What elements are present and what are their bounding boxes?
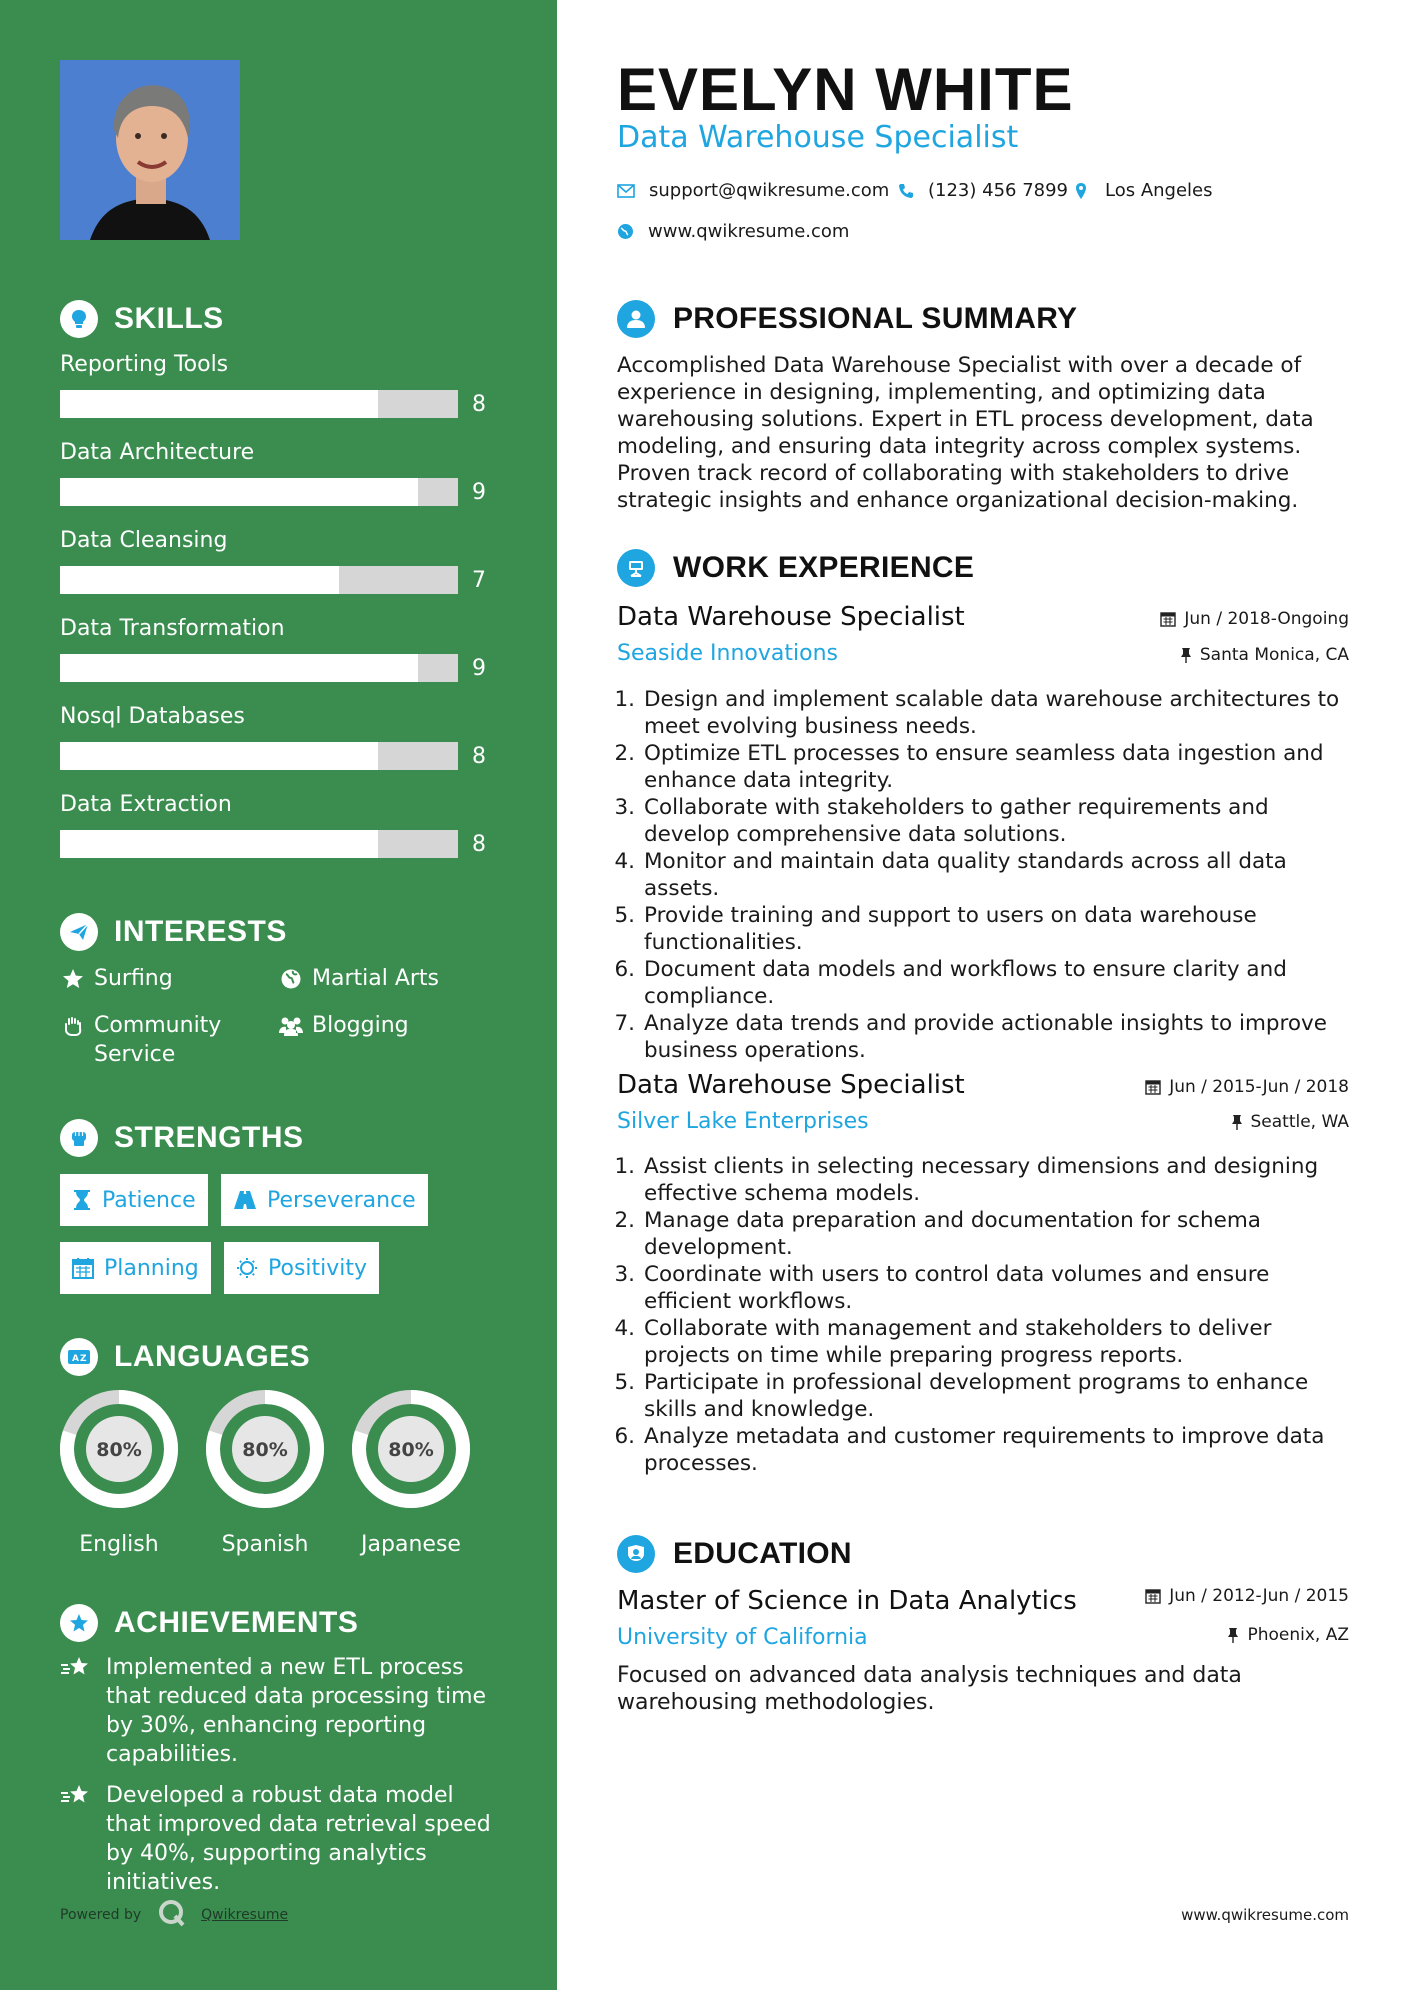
skill-score: 7	[472, 568, 486, 593]
skill-item	[60, 438, 520, 508]
skill-item	[60, 790, 520, 860]
bullet-number: 1.	[614, 1154, 635, 1179]
phone-icon	[898, 183, 914, 199]
skill-label: Data Transformation	[60, 616, 285, 641]
skill-label: Data Extraction	[60, 792, 232, 817]
skill-bar-row	[60, 742, 520, 772]
skill-bar-row	[60, 830, 520, 860]
skill-score: 9	[472, 656, 486, 681]
strengths-heading	[60, 1119, 304, 1157]
skill-item	[60, 702, 520, 772]
language-ring	[350, 1388, 472, 1510]
summary-text: Accomplished Data Warehouse Specialist with over a decade of experience in designing, implementing, and optimizing data warehousing solutions. Expert in ETL process development, data modeling, and ensuring data integrity across complex systems. Proven track record of collaborating with stakeholders to drive strategic insights and enhance organizational decision-making.	[617, 353, 1314, 513]
footer-website[interactable]: www.qwikresume.com	[1181, 1906, 1349, 1924]
achievement-item: Implemented a new ETL process that reduced data processing time by 30%, enhancing reporting capabilities.	[60, 1653, 500, 1769]
bullet-text: Document data models and workflows to ensure clarity and compliance.	[644, 957, 1287, 1009]
skills-heading	[60, 300, 224, 338]
calendar-icon	[1160, 611, 1176, 627]
skill-bar-fill	[60, 742, 378, 770]
sun-icon	[236, 1257, 258, 1279]
bullet-item	[609, 794, 1354, 848]
interests-heading	[60, 913, 287, 951]
language-japanese	[350, 1388, 472, 1557]
bullet-item	[609, 1423, 1354, 1477]
skill-bar-track	[60, 566, 458, 594]
interest-surfing: Surfing	[60, 964, 173, 993]
sidebar	[0, 0, 557, 1990]
skill-label: Data Cleansing	[60, 528, 228, 553]
svg-text:Z: Z	[80, 1354, 88, 1364]
skill-label: Reporting Tools	[60, 352, 229, 377]
user-icon	[617, 300, 655, 338]
achievements-heading	[60, 1604, 358, 1642]
languages-heading	[60, 1338, 310, 1376]
map-pin-icon	[1075, 182, 1087, 200]
achievements-title: ACHIEVEMENTS	[114, 1606, 359, 1639]
candidate-role: Data Warehouse Specialist	[617, 120, 1019, 155]
bullet-text: Assist clients in selecting necessary dimensions and designing effective schema models.	[644, 1154, 1319, 1206]
translate-icon	[60, 1338, 98, 1376]
language-english	[58, 1388, 180, 1557]
bullet-number: 6.	[614, 957, 635, 982]
skill-bar-track	[60, 830, 458, 858]
language-level: 80%	[388, 1439, 434, 1461]
bullet-item	[609, 686, 1354, 740]
bullet-text: Analyze data trends and provide actionable insights to improve business operations.	[644, 1011, 1328, 1063]
bullet-number: 6.	[614, 1424, 635, 1449]
education-dates: Jun / 2012-Jun / 2015	[1145, 1586, 1349, 1606]
company-name: Silver Lake Enterprises	[617, 1109, 869, 1134]
powered-by	[60, 1898, 288, 1932]
calendar-icon	[1145, 1588, 1161, 1604]
hourglass-icon	[72, 1189, 92, 1211]
skill-bar-track	[60, 654, 458, 682]
strengths-title: STRENGTHS	[114, 1121, 304, 1154]
bullet-number: 5.	[614, 1370, 635, 1395]
skill-bar-track	[60, 478, 458, 506]
language-label: Japanese	[361, 1532, 461, 1557]
strength-patience: Patience	[60, 1174, 208, 1226]
powered-label: Powered by	[60, 1907, 142, 1923]
skill-item	[60, 350, 520, 420]
skill-score: 8	[472, 832, 486, 857]
skill-bar-row	[60, 654, 520, 684]
graduate-icon	[617, 1535, 655, 1573]
bullet-number: 2.	[614, 1208, 635, 1233]
skill-bar-fill	[60, 390, 378, 418]
qwikresume-logo-icon	[157, 1898, 187, 1932]
strength-positivity: Positivity	[224, 1242, 379, 1294]
language-level: 80%	[96, 1439, 142, 1461]
globe-icon	[617, 223, 634, 240]
job-title: Data Warehouse Specialist	[617, 1070, 965, 1100]
contact-website[interactable]: www.qwikresume.com	[617, 221, 849, 242]
group-icon	[278, 1011, 304, 1040]
skill-score: 9	[472, 480, 486, 505]
experience-heading: WORK EXPERIENCE	[617, 549, 974, 587]
bullet-number: 4.	[614, 849, 635, 874]
hand-icon	[60, 1011, 86, 1040]
school-name: University of California	[617, 1625, 868, 1650]
skill-item	[60, 614, 520, 684]
contact-email[interactable]: support@qwikresume.com	[617, 180, 889, 201]
bullet-item	[609, 1261, 1354, 1315]
interest-martial-arts: Martial Arts	[278, 964, 439, 993]
fist-icon	[60, 1119, 98, 1157]
pushpin-icon	[1180, 647, 1192, 664]
bullet-item	[609, 1207, 1354, 1261]
bullet-text: Collaborate with stakeholders to gather requirements and develop comprehensive data solutions.	[644, 795, 1269, 847]
contact-location: Los Angeles	[1075, 180, 1213, 201]
bullet-number: 1.	[614, 687, 635, 712]
road-icon	[233, 1190, 257, 1210]
bullet-number: 3.	[614, 1262, 635, 1287]
summary-heading: PROFESSIONAL SUMMARY	[617, 300, 1077, 338]
interest-community-service: Community Service	[60, 1011, 260, 1069]
language-label: English	[79, 1532, 159, 1557]
bullet-item	[609, 1153, 1354, 1207]
interest-blogging: Blogging	[278, 1011, 409, 1040]
bullet-text: Manage data preparation and documentation for schema development.	[644, 1208, 1261, 1260]
candidate-name: EVELYN WHITE	[617, 56, 1074, 123]
bullet-item	[609, 1369, 1354, 1423]
bullet-text: Monitor and maintain data quality standards across all data assets.	[644, 849, 1287, 901]
skill-bar-row	[60, 478, 520, 508]
bullet-text: Participate in professional development programs to enhance skills and knowledge.	[644, 1370, 1309, 1422]
skill-bar-track	[60, 390, 458, 418]
envelope-icon	[617, 184, 635, 198]
languages-title: LANGUAGES	[114, 1340, 311, 1373]
skill-bar-row	[60, 390, 520, 420]
profile-photo	[60, 60, 240, 240]
skill-label: Nosql Databases	[60, 704, 245, 729]
bullet-text: Design and implement scalable data warehouse architectures to meet evolving business needs.	[644, 687, 1340, 739]
paper-plane-icon	[60, 913, 98, 951]
degree-title: Master of Science in Data Analytics	[617, 1586, 1077, 1616]
globe-icon	[278, 964, 304, 993]
language-ring	[58, 1388, 180, 1510]
skill-bar-row	[60, 566, 520, 596]
star-icon	[60, 964, 86, 993]
job-bullets	[609, 1153, 1354, 1477]
language-level: 80%	[242, 1439, 288, 1461]
skill-bar-fill	[60, 566, 339, 594]
bullet-number: 3.	[614, 795, 635, 820]
bullet-number: 5.	[614, 903, 635, 928]
strength-planning: Planning	[60, 1242, 211, 1294]
briefcase-icon	[617, 549, 655, 587]
language-ring	[204, 1388, 326, 1510]
star-trail-icon	[60, 1653, 94, 1769]
contact-phone[interactable]: (123) 456 7899	[898, 180, 1068, 201]
bullet-text: Collaborate with management and stakeholders to deliver projects on time while preparing progress reports.	[644, 1316, 1272, 1368]
skill-bar-fill	[60, 478, 418, 506]
bullet-item	[609, 1315, 1354, 1369]
svg-text:A: A	[72, 1354, 80, 1364]
skill-score: 8	[472, 744, 486, 769]
bullet-text: Provide training and support to users on data warehouse functionalities.	[644, 903, 1257, 955]
skill-bar-track	[60, 742, 458, 770]
skill-score: 8	[472, 392, 486, 417]
bullet-item	[609, 848, 1354, 902]
bullet-item	[609, 956, 1354, 1010]
strength-perseverance: Perseverance	[221, 1174, 428, 1226]
bullet-number: 7.	[614, 1011, 635, 1036]
interests-title: INTERESTS	[114, 915, 287, 948]
trophy-star-icon	[60, 1604, 98, 1642]
calendar-icon	[72, 1257, 94, 1279]
skill-bar-fill	[60, 654, 418, 682]
bullet-number: 2.	[614, 741, 635, 766]
skills-title: SKILLS	[114, 302, 224, 335]
job-bullets	[609, 686, 1354, 1064]
skill-item	[60, 526, 520, 596]
bullet-item	[609, 740, 1354, 794]
lightbulb-icon	[60, 300, 98, 338]
bullet-item	[609, 902, 1354, 956]
skill-bar-fill	[60, 830, 378, 858]
language-label: Spanish	[221, 1532, 309, 1557]
job-dates: Jun / 2015-Jun / 2018	[1145, 1077, 1349, 1097]
company-name: Seaside Innovations	[617, 641, 838, 666]
achievement-item: Developed a robust data model that improved data retrieval speed by 40%, supporting analytics initiatives.	[60, 1781, 500, 1897]
bullet-text: Coordinate with users to control data volumes and ensure efficient workflows.	[644, 1262, 1270, 1314]
job-dates: Jun / 2018-Ongoing	[1160, 609, 1349, 629]
education-location: Phoenix, AZ	[1227, 1625, 1349, 1645]
language-spanish	[204, 1388, 326, 1557]
bullet-text: Optimize ETL processes to ensure seamless data ingestion and enhance data integrity.	[644, 741, 1324, 793]
job-location: Santa Monica, CA	[1180, 645, 1349, 665]
qwikresume-link[interactable]: Qwikresume	[201, 1907, 289, 1923]
calendar-icon	[1145, 1079, 1161, 1095]
education-description: Focused on advanced data analysis techniques and data warehousing methodologies.	[617, 1663, 1242, 1715]
bullet-number: 4.	[614, 1316, 635, 1341]
pushpin-icon	[1227, 1627, 1239, 1644]
bullet-text: Analyze metadata and customer requirements to improve data processes.	[644, 1424, 1325, 1476]
pushpin-icon	[1231, 1114, 1243, 1131]
bullet-item	[609, 1010, 1354, 1064]
star-trail-icon	[60, 1781, 94, 1897]
job-title: Data Warehouse Specialist	[617, 602, 965, 632]
skill-label: Data Architecture	[60, 440, 255, 465]
education-heading: EDUCATION	[617, 1535, 852, 1573]
job-location: Seattle, WA	[1231, 1112, 1350, 1132]
